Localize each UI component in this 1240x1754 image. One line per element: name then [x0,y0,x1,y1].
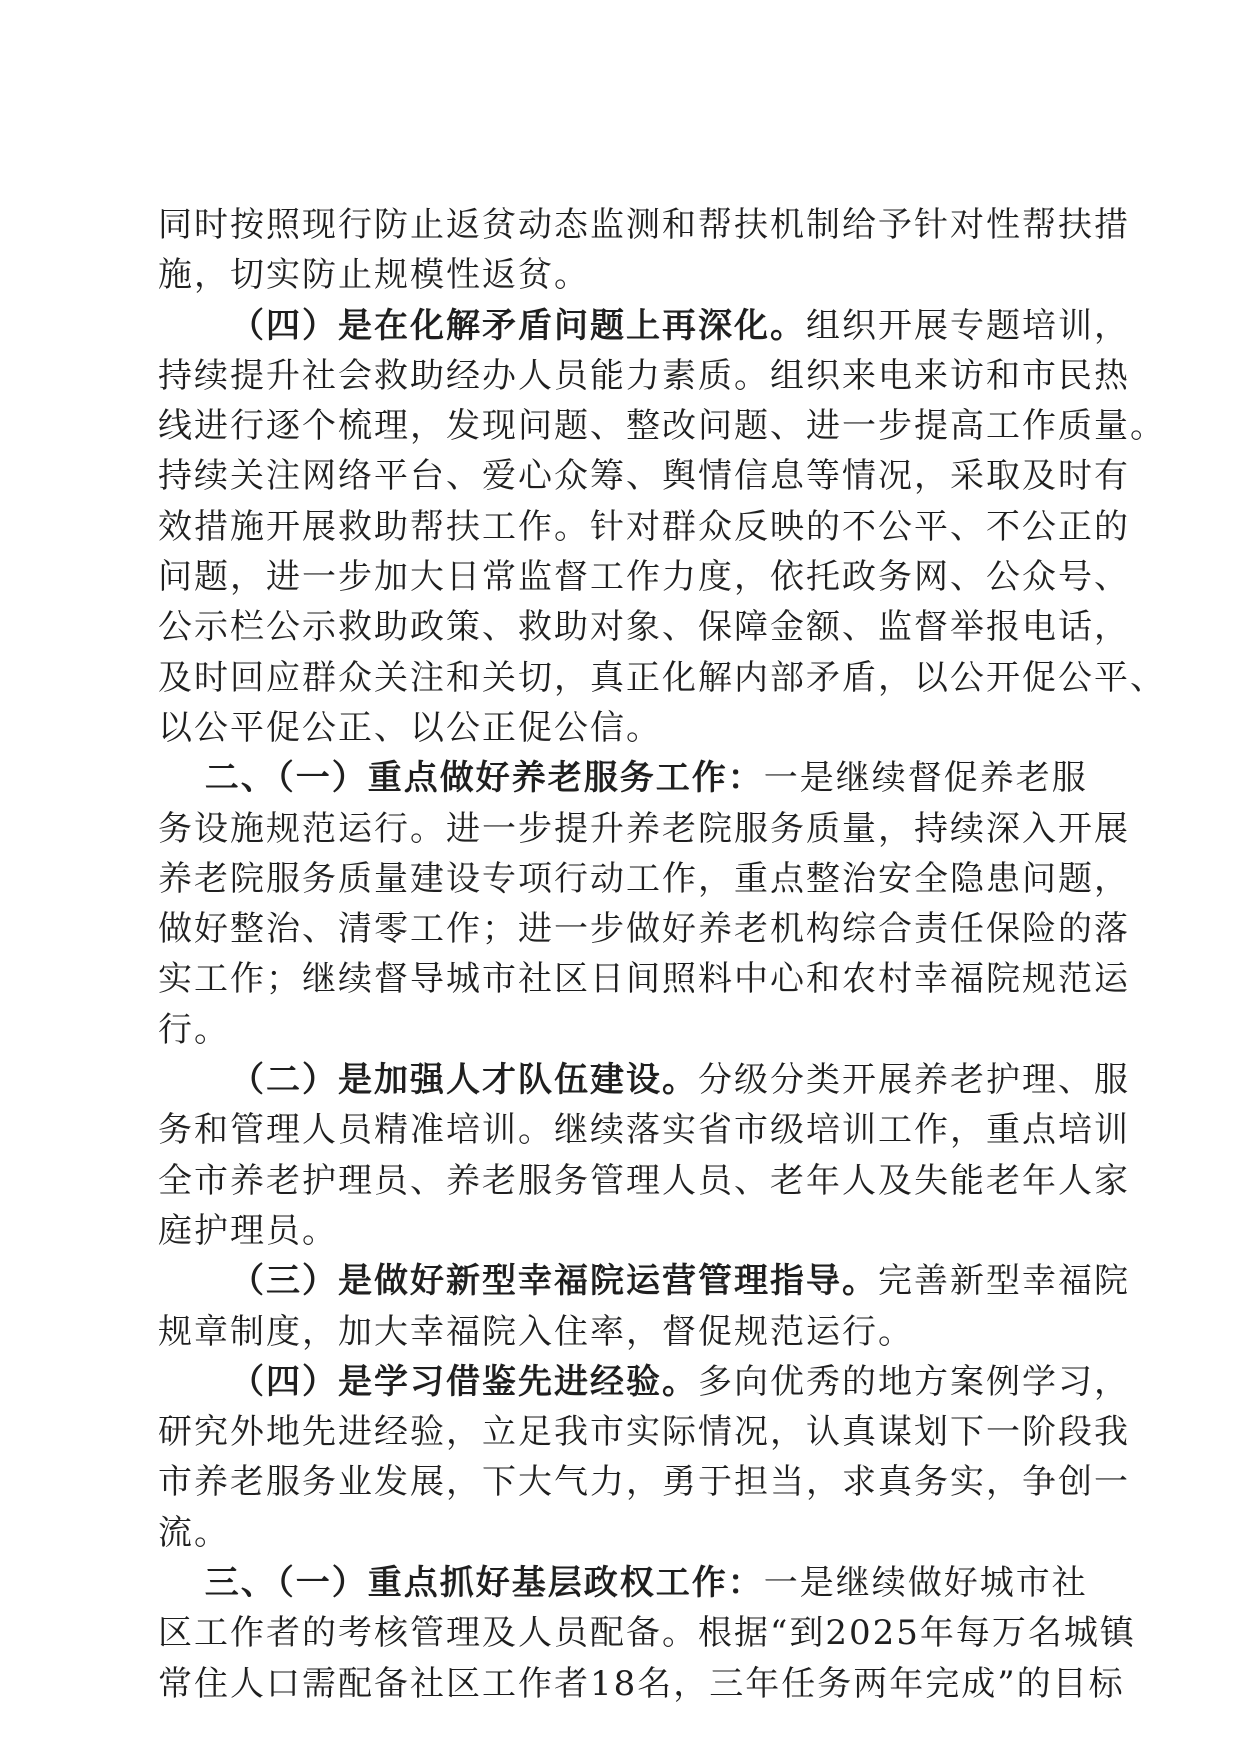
body-text: 做好整治、清零工作；进一步做好养老机构综合责任保险的落 [158,909,1130,950]
body-text: 研究外地先进经验，立足我市实际情况，认真谋划下一阶段我 [158,1412,1130,1453]
text-line [158,1206,1088,1256]
text-line [158,1256,1130,1306]
text-line [158,301,1130,351]
body-text: 公示栏公示救助政策、救助对象、保障金额、监督举报电话， [158,607,1130,648]
text-line [158,401,1166,451]
text-line [158,954,1130,1004]
body-text: 问题，进一步加大日常监督工作力度，依托政务网、公众号、 [158,557,1130,598]
text-line [158,804,1130,854]
text-line [158,502,1130,552]
body-text: 全市养老护理员、养老服务管理人员、老年人及失能老年人家 [158,1160,1130,1201]
body-text: 持续关注网络平台、爱心众筹、舆情信息等情况，采取及时有 [158,456,1130,497]
text-line [158,1105,1130,1155]
text-line [158,1307,1088,1357]
body-text: 多向优秀的地方案例学习， [698,1361,1130,1402]
body-text: 市养老服务业发展，下大气力，勇于担当，求真务实，争创一 [158,1462,1130,1503]
bold-heading-text: （四）是学习借鉴先进经验。 [230,1361,698,1402]
text-line [158,602,1130,652]
text-line [158,1156,1130,1206]
body-text: 常住人口需配备社区工作者18名，三年任务两年完成”的目标 [158,1663,1125,1704]
document-body [158,200,1166,1709]
text-line [158,451,1130,501]
bold-heading-text: （四）是在化解矛盾问题上再深化。 [230,305,806,346]
body-text: 规章制度，加大幸福院入住率，督促规范运行。 [158,1311,914,1352]
text-line [158,1558,1088,1608]
body-text: 实工作；继续督导城市社区日间照料中心和农村幸福院规范运 [158,959,1130,1000]
bold-heading-text: （三）是做好新型幸福院运营管理指导。 [230,1261,878,1302]
body-text: 务和管理人员精准培训。继续落实省市级培训工作，重点培训 [158,1110,1130,1151]
text-line [158,904,1130,954]
text-line [158,1659,1125,1709]
text-line [158,1055,1130,1105]
body-text: 线进行逐个梳理，发现问题、整改问题、进一步提高工作质量。 [158,406,1166,447]
body-text: 效措施开展救助帮扶工作。针对群众反映的不公平、不公正的 [158,506,1130,547]
body-text: 组织开展专题培训， [806,305,1130,346]
body-text: 行。 [158,1009,230,1050]
body-text: 及时回应群众关注和关切，真正化解内部矛盾，以公开促公平、 [158,657,1166,698]
text-line [158,200,1130,250]
text-line [158,703,1088,753]
text-line [158,1508,1088,1558]
body-text: 施，切实防止规模性返贫。 [158,255,590,296]
text-line [158,653,1166,703]
body-text: 养老院服务质量建设专项行动工作，重点整治安全隐患问题， [158,858,1130,899]
text-line [158,854,1130,904]
body-text: 同时按照现行防止返贫动态监测和帮扶机制给予针对性帮扶措 [158,205,1130,245]
body-text: 流。 [158,1512,230,1553]
body-text: 务设施规范运行。进一步提升养老院服务质量，持续深入开展 [158,808,1130,849]
text-line [158,1357,1130,1407]
text-line [158,250,1088,300]
text-line [158,552,1130,602]
body-text: 庭护理员。 [158,1210,338,1251]
body-text: 以公平促公正、以公正促公信。 [158,707,662,748]
body-text: 完善新型幸福院 [878,1261,1130,1302]
text-line [158,1005,1088,1055]
body-text: 区工作者的考核管理及人员配备。根据“到2025年每万名城镇 [158,1613,1136,1654]
text-line [158,1457,1130,1507]
body-text: 一是继续做好城市社 [763,1563,1088,1604]
text-line [158,753,1088,803]
bold-heading-text: （二）是加强人才队伍建设。 [230,1060,698,1101]
bold-heading-text: 三、（一）重点抓好基层政权工作： [204,1563,764,1604]
body-text: 持续提升社会救助经办人员能力素质。组织来电来访和市民热 [158,355,1130,396]
body-text: 分级分类开展养老护理、服 [698,1060,1130,1101]
bold-heading-text: 二、（一）重点做好养老服务工作： [204,758,764,799]
text-line [158,351,1130,401]
text-line [158,1407,1130,1457]
text-line [158,1608,1136,1658]
body-text: 一是继续督促养老服 [763,758,1088,799]
